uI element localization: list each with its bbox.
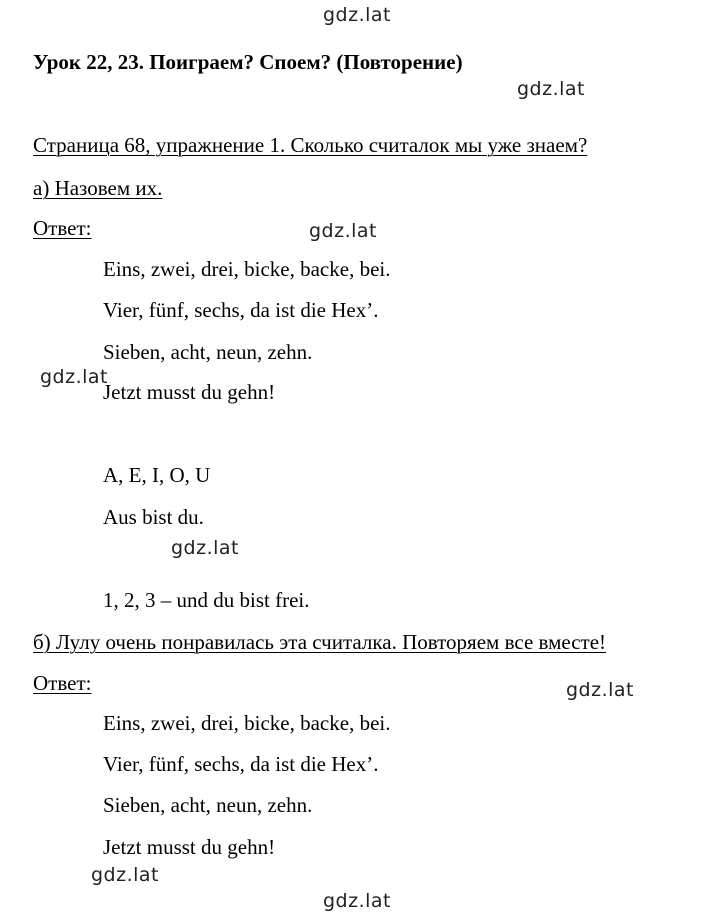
part-a-line: Vier, fünf, sechs, da ist die Hex’. [103, 298, 379, 322]
part-b-line: Jetzt musst du gehn! [103, 835, 276, 859]
page-title: Урок 22, 23. Поиграем? Споем? (Повторение) [33, 50, 463, 74]
part-b-line: Eins, zwei, drei, bicke, backe, bei. [103, 711, 391, 735]
exercise-heading: Страница 68, упражнение 1. Сколько считалок мы уже знаем? [33, 133, 588, 157]
watermark: gdz.lat [323, 890, 392, 912]
watermark: gdz.lat [171, 537, 240, 559]
part-b-prompt: б) Лулу очень понравилась эта считалка. Повторяем все вместе! [33, 630, 607, 654]
watermark: gdz.lat [323, 4, 392, 26]
part-b-answer-label: Ответ: [33, 671, 92, 695]
watermark: gdz.lat [566, 679, 635, 701]
part-a-line: 1, 2, 3 – und du bist frei. [103, 588, 310, 612]
watermark: gdz.lat [309, 220, 378, 242]
part-a-prompt: а) Назовем их. [33, 176, 163, 200]
part-a-line: Eins, zwei, drei, bicke, backe, bei. [103, 257, 391, 281]
part-a-line: A, E, I, O, U [103, 463, 211, 487]
watermark: gdz.lat [517, 78, 586, 100]
part-a-line: Sieben, acht, neun, zehn. [103, 340, 313, 364]
part-a-line: Jetzt musst du gehn! [103, 380, 276, 404]
part-a-line: Aus bist du. [103, 505, 204, 529]
part-a-answer-label: Ответ: [33, 216, 92, 240]
part-b-line: Sieben, acht, neun, zehn. [103, 793, 313, 817]
watermark: gdz.lat [40, 366, 109, 388]
part-b-line: Vier, fünf, sechs, da ist die Hex’. [103, 752, 379, 776]
watermark: gdz.lat [91, 864, 160, 886]
